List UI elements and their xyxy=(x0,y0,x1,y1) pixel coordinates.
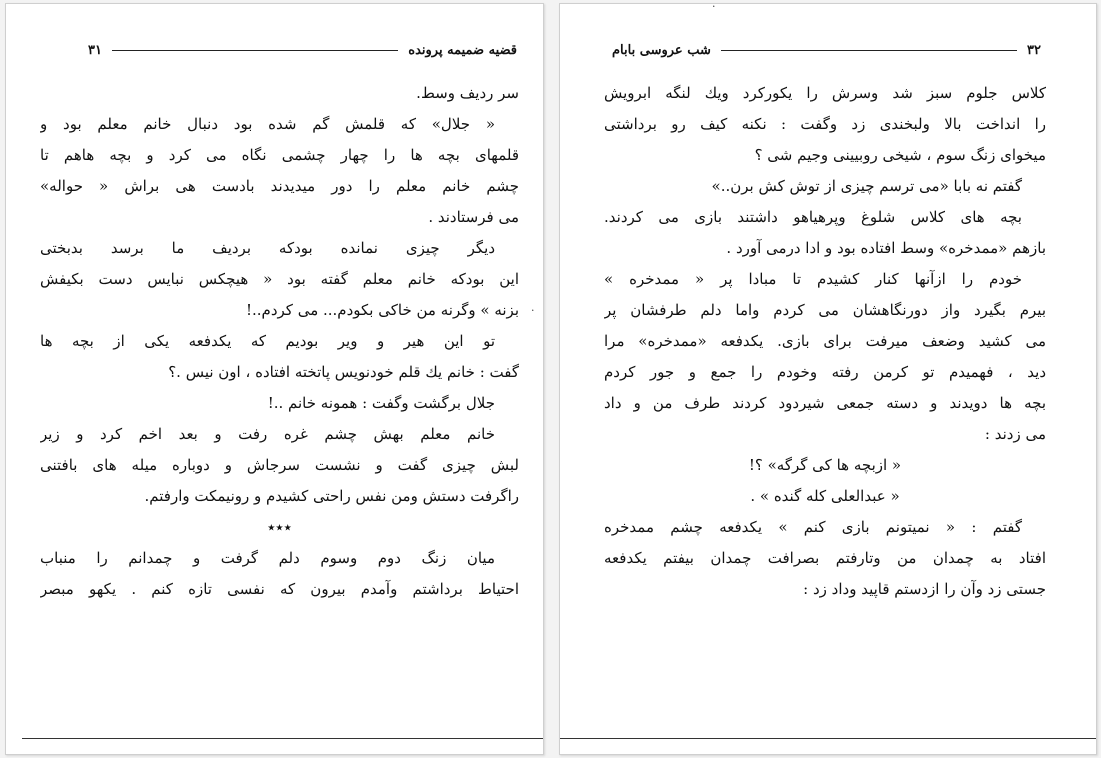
right-page xyxy=(559,3,1097,755)
right-page-header xyxy=(612,40,1041,60)
text-line: گفتم نه بابا «می ترسم چیزی از توش کش برن..» xyxy=(711,177,1022,195)
text-line: خودم را ازآنها کنار کشیدم تا مبادا پر « ممدخره » xyxy=(604,270,1022,288)
text-line: گفتم : « نمیتونم بازی کنم » یکدفعه چشم ممدخره xyxy=(604,518,1022,536)
text-line: کلاس جلوم سبز شد وسرش را یکورکرد ویك لنگه ابرویش xyxy=(604,84,1046,102)
text-line: دیگر چیزی نمانده بودکه بردیف ما برسد بدبختی xyxy=(40,239,495,257)
text-line: می کشید وضعف میرفت برای بازی. یکدفعه «ممدخره» مرا xyxy=(604,332,1046,350)
text-line: این بودکه خانم معلم گفته بود « هیچکس نبایس دست بکیفش xyxy=(40,270,519,288)
text-line: میان زنگ دوم وسوم دلم گرفت و چمدانم را منباب xyxy=(40,549,495,567)
text-line: راگرفت دستش ومن نفس راحتی کشیدم و رونیمکت وارفتم. xyxy=(144,487,519,505)
left-page-header xyxy=(88,40,517,60)
text-line: قلمهای بچه ها را چهار چشمی نگاه می کرد و بچه هاهم تا xyxy=(40,146,519,164)
left-page-bottom-border xyxy=(22,738,544,739)
left-page xyxy=(5,3,544,755)
right-page-bottom-border xyxy=(560,738,1096,739)
text-line: گفت : خانم یك قلم خودنویس پاتخته افتاده ، اون نیس .؟ xyxy=(168,363,519,381)
text-line: لبش چیزی گفت و نشست سرجاش و دوباره میله های بافتنی xyxy=(40,456,519,474)
text-line: « عبدالعلی کله گنده » . xyxy=(750,487,900,505)
text-line: می فرستادند . xyxy=(428,208,519,226)
left-header-title: قضیه ضمیمه پرونده xyxy=(408,42,517,58)
right-header-title: شب عروسی بابام xyxy=(612,42,711,58)
text-line: می زدند : xyxy=(984,425,1046,443)
text-line: چشم خانم معلم را دور میدیدند بادست هی براش « حواله» xyxy=(40,177,519,195)
text-line: « ازبچه ها کی گرگه» ؟! xyxy=(748,456,902,474)
top-mark: · xyxy=(712,3,716,13)
margin-mark: · xyxy=(531,304,535,317)
right-page-number: ۳۲ xyxy=(1027,42,1041,58)
text-line: احتیاط برداشتم وآمدم بیرون که نفسی تازه کنم . یکهو مبصر xyxy=(40,580,519,598)
right-header-rule xyxy=(721,50,1017,51)
text-line: بزنه » وگرنه من خاکی بکودم... می کردم..! xyxy=(245,301,519,319)
text-line: میخوای زنگ سوم ، شیخی روبیینی وجیم شی ؟ xyxy=(754,146,1046,164)
text-line: خانم معلم بهش چشم غره رفت و بعد اخم کرد و زیر xyxy=(40,425,495,443)
text-line: بازهم «ممدخره» وسط افتاده بود و ادا درمی آورد . xyxy=(726,239,1046,257)
text-line: دید ، فهمیدم تو کرمن رفته وخودم را جمع و جور کردم xyxy=(604,363,1046,381)
text-line: را انداخت بالا ولبخندی زد وگفت : نکنه کیف رو برداشتی xyxy=(604,115,1046,133)
text-line: جلال برگشت وگفت : همونه خانم ..! xyxy=(267,394,495,412)
right-page-body xyxy=(604,78,1046,605)
left-header-rule xyxy=(112,50,398,51)
text-line: بچه های کلاس شلوغ وپرهیاهو داشتند بازی می کردند. xyxy=(604,208,1022,226)
left-page-body xyxy=(40,78,519,605)
text-line: ٭٭٭ xyxy=(267,518,292,536)
text-line: سر ردیف وسط. xyxy=(416,84,519,102)
left-page-number: ۳۱ xyxy=(88,42,102,58)
text-line: « جلال» که قلمش گم شده بود دنبال خانم معلم بود و xyxy=(40,115,495,133)
text-line: بچه ها دویدند و دسته جمعی شیردود کردند طرف من و داد xyxy=(604,394,1046,412)
text-line: افتاد به چمدان من وتارفتم بصرافت چمدان بیفتم یکدفعه xyxy=(604,549,1046,567)
text-line: جستی زد وآن را ازدستم قاپید وداد زد : xyxy=(803,580,1046,598)
text-line: تو این هیر و ویر بودیم که یکدفعه یکی از بچه ها xyxy=(40,332,495,350)
text-line: بیرم بگیرد واز دورنگاهشان می کردم واما دلم طرفشان پر xyxy=(604,301,1046,319)
